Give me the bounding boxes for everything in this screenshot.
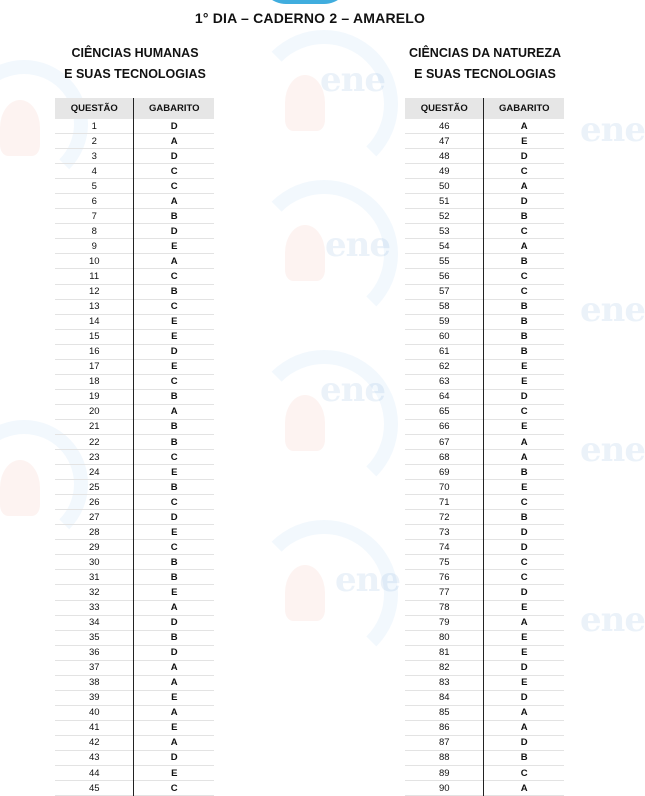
question-number: 62 [405, 359, 484, 374]
answer-letter: B [520, 752, 528, 764]
question-number: 33 [55, 600, 134, 615]
column-header-answer: GABARITO [134, 98, 214, 119]
answer-letter: B [170, 391, 178, 403]
answer-letter: D [520, 692, 528, 704]
section-ciencias-natureza [395, 43, 575, 794]
question-number: 22 [55, 434, 134, 449]
answer-letter: B [520, 316, 528, 328]
section-title [45, 43, 225, 93]
table-row [55, 766, 214, 781]
table-row [55, 254, 214, 269]
answer-letter: D [520, 737, 528, 749]
answer-letter: A [170, 707, 178, 719]
question-number: 74 [405, 540, 484, 555]
question-number: 61 [405, 344, 484, 359]
table-row [405, 404, 564, 419]
table-row [55, 194, 214, 209]
answer-letter: A [520, 240, 528, 252]
table-row [55, 585, 214, 600]
table-row [405, 119, 564, 134]
table-row [405, 585, 564, 600]
answer-letter: D [170, 752, 178, 764]
table-row [405, 570, 564, 585]
table-row [405, 239, 564, 254]
answer-letter: E [521, 361, 528, 373]
answer-letter: D [170, 150, 178, 162]
table-row [405, 675, 564, 690]
question-number: 75 [405, 555, 484, 570]
answer-letter: C [170, 165, 178, 177]
table-row [405, 314, 564, 329]
question-number: 4 [55, 164, 134, 179]
answer-letter: C [170, 301, 178, 313]
answer-table [405, 98, 564, 796]
table-row [55, 239, 214, 254]
question-number: 29 [55, 540, 134, 555]
answer-letter: B [520, 346, 528, 358]
answer-letter: A [520, 436, 528, 448]
question-number: 57 [405, 284, 484, 299]
table-row [405, 766, 564, 781]
table-row [55, 389, 214, 404]
table-row [55, 750, 214, 765]
question-number: 50 [405, 179, 484, 194]
answer-letter: A [520, 120, 528, 132]
question-number: 60 [405, 329, 484, 344]
question-number: 30 [55, 555, 134, 570]
answer-letter: A [170, 135, 178, 147]
question-number: 64 [405, 389, 484, 404]
question-number: 10 [55, 254, 134, 269]
answer-letter: D [520, 541, 528, 553]
question-number: 68 [405, 450, 484, 465]
question-number: 5 [55, 179, 134, 194]
section-title-line1: CIÊNCIAS HUMANAS [71, 46, 199, 60]
question-number: 44 [55, 766, 134, 781]
answer-letter: C [520, 496, 528, 508]
table-row [55, 359, 214, 374]
table-row [405, 329, 564, 344]
answer-letter: C [520, 406, 528, 418]
question-number: 27 [55, 510, 134, 525]
table-row [55, 720, 214, 735]
table-row [55, 615, 214, 630]
table-row [55, 269, 214, 284]
question-number: 17 [55, 359, 134, 374]
table-row [405, 690, 564, 705]
question-number: 41 [55, 720, 134, 735]
question-number: 85 [405, 705, 484, 720]
question-number: 58 [405, 299, 484, 314]
answer-letter: E [171, 692, 178, 704]
table-row [55, 164, 214, 179]
table-row [55, 299, 214, 314]
question-number: 11 [55, 269, 134, 284]
answer-letter: E [521, 481, 528, 493]
answer-letter: B [520, 255, 528, 267]
question-number: 23 [55, 450, 134, 465]
answer-letter: A [520, 180, 528, 192]
section-title [395, 43, 575, 93]
table-row [405, 705, 564, 720]
table-row [55, 450, 214, 465]
table-row [55, 344, 214, 359]
question-number: 34 [55, 615, 134, 630]
table-row [55, 134, 214, 149]
answer-letter: D [170, 225, 178, 237]
question-number: 63 [405, 374, 484, 389]
question-number: 69 [405, 465, 484, 480]
table-row [405, 134, 564, 149]
section-title-line2: E SUAS TECNOLOGIAS [64, 67, 206, 81]
table-row [405, 419, 564, 434]
answer-letter: E [171, 361, 178, 373]
table-row [405, 344, 564, 359]
table-row [405, 359, 564, 374]
question-number: 66 [405, 419, 484, 434]
answer-letter: C [520, 286, 528, 298]
answer-letter: B [520, 331, 528, 343]
question-number: 38 [55, 675, 134, 690]
question-number: 3 [55, 149, 134, 164]
answer-letter: C [520, 165, 528, 177]
question-number: 46 [405, 119, 484, 134]
question-number: 16 [55, 344, 134, 359]
table-row [405, 269, 564, 284]
table-row [405, 299, 564, 314]
answer-letter: D [170, 120, 178, 132]
answer-letter: B [170, 436, 178, 448]
table-row [405, 434, 564, 449]
table-row [55, 465, 214, 480]
answer-letter: B [170, 421, 178, 433]
section-ciencias-humanas [45, 43, 225, 794]
table-row [405, 645, 564, 660]
answer-letter: B [170, 556, 178, 568]
table-row [55, 419, 214, 434]
table-row [55, 224, 214, 239]
table-row [405, 374, 564, 389]
answer-letter: E [171, 767, 178, 779]
section-title-line2: E SUAS TECNOLOGIAS [414, 67, 556, 81]
table-row [405, 224, 564, 239]
table-row [405, 254, 564, 269]
question-number: 25 [55, 480, 134, 495]
question-number: 77 [405, 585, 484, 600]
answer-letter: A [170, 737, 178, 749]
question-number: 2 [55, 134, 134, 149]
table-row [55, 570, 214, 585]
answer-letter: B [520, 466, 528, 478]
question-number: 8 [55, 224, 134, 239]
question-number: 32 [55, 585, 134, 600]
question-number: 37 [55, 660, 134, 675]
answer-letter: A [520, 707, 528, 719]
answer-letter: D [520, 526, 528, 538]
table-row [405, 615, 564, 630]
question-number: 89 [405, 766, 484, 781]
answer-letter: B [170, 286, 178, 298]
question-number: 72 [405, 510, 484, 525]
question-number: 83 [405, 675, 484, 690]
answer-letter: D [170, 346, 178, 358]
column-header-answer: GABARITO [484, 98, 564, 119]
question-number: 80 [405, 630, 484, 645]
table-row [55, 540, 214, 555]
table-row [405, 164, 564, 179]
question-number: 49 [405, 164, 484, 179]
table-row [405, 389, 564, 404]
answer-letter: A [520, 722, 528, 734]
table-row [55, 645, 214, 660]
question-number: 40 [55, 705, 134, 720]
question-number: 65 [405, 404, 484, 419]
table-row [55, 314, 214, 329]
answer-letter: D [520, 195, 528, 207]
answer-letter: A [170, 602, 178, 614]
answer-letter: A [520, 782, 528, 794]
table-row [55, 119, 214, 134]
table-row [405, 630, 564, 645]
question-number: 76 [405, 570, 484, 585]
table-row [405, 209, 564, 224]
table-row [405, 555, 564, 570]
table-row [55, 660, 214, 675]
table-row [55, 525, 214, 540]
question-number: 52 [405, 209, 484, 224]
answer-letter: D [170, 647, 178, 659]
answer-letter: C [520, 767, 528, 779]
answer-letter: B [520, 511, 528, 523]
table-row [55, 209, 214, 224]
answer-letter: E [521, 677, 528, 689]
answer-letter: C [520, 225, 528, 237]
question-number: 14 [55, 314, 134, 329]
answer-letter: A [520, 617, 528, 629]
table-row [55, 690, 214, 705]
question-number: 39 [55, 690, 134, 705]
answer-letter: A [170, 406, 178, 418]
answer-letter: C [520, 270, 528, 282]
table-row [405, 495, 564, 510]
question-number: 73 [405, 525, 484, 540]
answer-letter: E [171, 316, 178, 328]
answer-letter: B [170, 632, 178, 644]
table-row [55, 434, 214, 449]
answer-letter: A [520, 451, 528, 463]
question-number: 87 [405, 735, 484, 750]
answer-letter: B [520, 210, 528, 222]
table-row [405, 179, 564, 194]
table-row [55, 735, 214, 750]
question-number: 35 [55, 630, 134, 645]
question-number: 54 [405, 239, 484, 254]
question-number: 15 [55, 329, 134, 344]
question-number: 81 [405, 645, 484, 660]
table-row [55, 284, 214, 299]
answer-letter: B [170, 571, 178, 583]
answer-letter: C [170, 496, 178, 508]
question-number: 84 [405, 690, 484, 705]
table-row [405, 149, 564, 164]
question-number: 1 [55, 119, 134, 134]
question-number: 86 [405, 720, 484, 735]
question-number: 79 [405, 615, 484, 630]
table-row [405, 540, 564, 555]
section-title-line1: CIÊNCIAS DA NATUREZA [408, 46, 562, 60]
question-number: 7 [55, 209, 134, 224]
table-row [55, 705, 214, 720]
answer-letter: B [520, 301, 528, 313]
answer-letter: D [170, 617, 178, 629]
answer-letter: C [520, 556, 528, 568]
answer-letter: D [520, 662, 528, 674]
column-header-question: QUESTÃO [55, 98, 134, 119]
table-row [405, 450, 564, 465]
question-number: 56 [405, 269, 484, 284]
table-row [405, 735, 564, 750]
answer-letter: A [170, 662, 178, 674]
answer-letter: E [171, 722, 178, 734]
question-number: 20 [55, 404, 134, 419]
answer-letter: E [521, 376, 528, 388]
question-number: 18 [55, 374, 134, 389]
table-row [405, 750, 564, 765]
answer-letter: C [170, 782, 178, 794]
question-number: 24 [55, 465, 134, 480]
answer-letter: D [520, 391, 528, 403]
question-number: 48 [405, 149, 484, 164]
question-number: 21 [55, 419, 134, 434]
table-row [405, 660, 564, 675]
question-number: 47 [405, 134, 484, 149]
table-row [405, 600, 564, 615]
question-number: 26 [55, 495, 134, 510]
question-number: 9 [55, 239, 134, 254]
answer-letter: E [171, 586, 178, 598]
table-row [405, 284, 564, 299]
answer-letter: E [171, 240, 178, 252]
question-number: 6 [55, 194, 134, 209]
question-number: 78 [405, 600, 484, 615]
table-row [405, 781, 564, 796]
answer-letter: C [170, 270, 178, 282]
table-row [405, 465, 564, 480]
table-row [55, 480, 214, 495]
table-row [55, 374, 214, 389]
table-row [55, 600, 214, 615]
table-row [55, 781, 214, 796]
question-number: 13 [55, 299, 134, 314]
answer-letter: E [521, 421, 528, 433]
table-row [55, 179, 214, 194]
answer-letter: C [170, 376, 178, 388]
answer-letter: D [520, 150, 528, 162]
question-number: 90 [405, 781, 484, 796]
question-number: 12 [55, 284, 134, 299]
answer-letter: C [170, 180, 178, 192]
question-number: 55 [405, 254, 484, 269]
answer-letter: E [171, 331, 178, 343]
answer-table [55, 98, 214, 796]
question-number: 43 [55, 750, 134, 765]
table-row [405, 480, 564, 495]
question-number: 88 [405, 750, 484, 765]
top-logo-arc [260, 0, 350, 4]
answer-letter: E [521, 602, 528, 614]
question-number: 45 [55, 781, 134, 796]
table-row [55, 404, 214, 419]
answer-letter: E [521, 647, 528, 659]
question-number: 36 [55, 645, 134, 660]
question-number: 82 [405, 660, 484, 675]
column-header-question: QUESTÃO [405, 98, 484, 119]
question-number: 70 [405, 480, 484, 495]
question-number: 53 [405, 224, 484, 239]
answer-letter: D [520, 586, 528, 598]
answer-letter: E [521, 135, 528, 147]
answer-letter: E [521, 632, 528, 644]
answer-letter: B [170, 210, 178, 222]
answer-letter: A [170, 677, 178, 689]
answer-letter: A [170, 195, 178, 207]
table-row [55, 555, 214, 570]
table-row [55, 149, 214, 164]
answer-letter: C [170, 541, 178, 553]
table-row [405, 194, 564, 209]
table-row [405, 720, 564, 735]
question-number: 31 [55, 570, 134, 585]
question-number: 51 [405, 194, 484, 209]
table-row [405, 525, 564, 540]
answer-letter: B [170, 481, 178, 493]
table-row [55, 329, 214, 344]
question-number: 28 [55, 525, 134, 540]
table-row [55, 495, 214, 510]
table-row [55, 630, 214, 645]
question-number: 19 [55, 389, 134, 404]
table-row [405, 510, 564, 525]
table-row [55, 510, 214, 525]
answer-letter: A [170, 255, 178, 267]
page-title: 1° DIA – CADERNO 2 – AMARELO [194, 10, 426, 26]
answer-letter: C [520, 571, 528, 583]
answer-letter: E [171, 526, 178, 538]
answer-letter: C [170, 451, 178, 463]
question-number: 67 [405, 434, 484, 449]
question-number: 42 [55, 735, 134, 750]
answer-letter: E [171, 466, 178, 478]
question-number: 71 [405, 495, 484, 510]
answer-letter: D [170, 511, 178, 523]
table-row [55, 675, 214, 690]
question-number: 59 [405, 314, 484, 329]
